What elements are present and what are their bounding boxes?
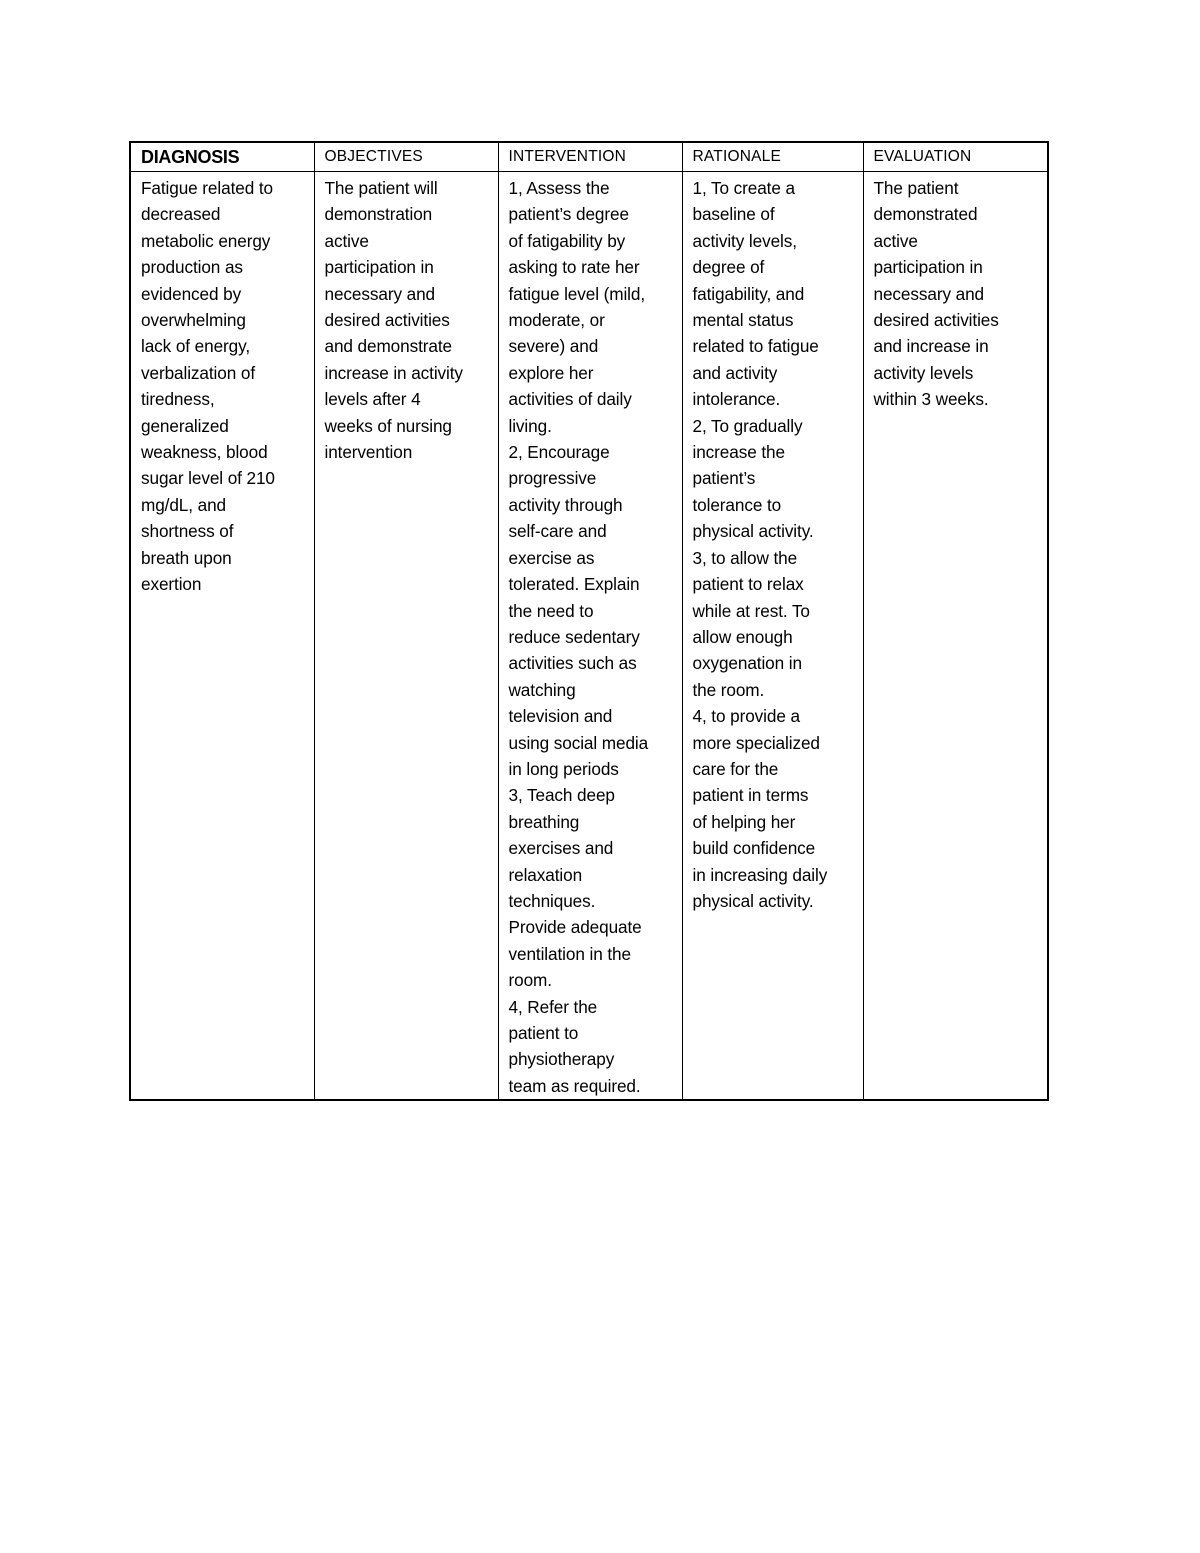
intervention-line: relaxation xyxy=(508,864,583,885)
intervention-line: 3, Teach deep xyxy=(508,785,615,806)
objectives-line: and demonstrate xyxy=(324,336,452,357)
intervention-line: explore her xyxy=(508,362,594,383)
evaluation-line: within 3 weeks. xyxy=(873,389,989,410)
rationale-line: degree of xyxy=(692,257,765,278)
intervention-line: exercises and xyxy=(508,838,614,859)
intervention-line: tolerated. Explain xyxy=(508,574,640,595)
objectives-line: demonstration xyxy=(324,204,433,225)
rationale-line: care for the xyxy=(692,758,779,779)
intervention-line: breathing xyxy=(508,811,580,832)
header-diagnosis: DIAGNOSIS xyxy=(130,142,314,172)
intervention-line: 1, Assess the xyxy=(508,178,610,198)
diagnosis-line: tiredness, xyxy=(141,389,215,410)
objectives-line: desired activities xyxy=(324,310,450,331)
rationale-line: patient’s xyxy=(692,468,756,489)
intervention-line: 2, Encourage xyxy=(508,442,610,463)
rationale-line: baseline of xyxy=(692,204,775,225)
rationale-line: patient to relax xyxy=(692,574,804,595)
intervention-line: patient’s degree xyxy=(508,204,629,225)
diagnosis-line: exertion xyxy=(141,574,202,595)
rationale-line: the room. xyxy=(692,679,765,700)
rationale-line: patient in terms xyxy=(692,785,809,806)
rationale-line: increase the xyxy=(692,442,785,463)
evaluation-line: participation in xyxy=(873,257,983,278)
intervention-line: reduce sedentary xyxy=(508,626,640,647)
intervention-line: Provide adequate xyxy=(508,917,642,938)
objectives-line: levels after 4 xyxy=(324,389,421,410)
rationale-line: 1, To create a xyxy=(692,178,795,198)
objectives-line: necessary and xyxy=(324,283,435,304)
diagnosis-line: lack of energy, xyxy=(141,336,251,357)
evaluation-line: demonstrated xyxy=(873,204,978,225)
intervention-line: activities of daily xyxy=(508,389,632,410)
objectives-line: weeks of nursing xyxy=(324,415,452,436)
diagnosis-line: verbalization of xyxy=(141,362,256,383)
header-intervention: INTERVENTION xyxy=(498,142,682,172)
intervention-line: living. xyxy=(508,415,552,436)
diagnosis-line: decreased xyxy=(141,204,221,225)
diagnosis-line: mg/dL, and xyxy=(141,494,226,515)
objectives-line: active xyxy=(324,230,369,251)
intervention-line: of fatigability by xyxy=(508,230,626,251)
header-row xyxy=(130,142,1048,172)
header-evaluation: EVALUATION xyxy=(863,142,1048,172)
diagnosis-line: evidenced by xyxy=(141,283,242,304)
intervention-cell xyxy=(498,172,682,1101)
rationale-line: physical activity. xyxy=(692,521,814,542)
intervention-line: self-care and xyxy=(508,521,607,542)
intervention-line: asking to rate her xyxy=(508,257,640,278)
intervention-line: moderate, or xyxy=(508,310,605,331)
rationale-line: activity levels, xyxy=(692,230,797,251)
rationale-line: fatigability, and xyxy=(692,283,805,304)
intervention-line: ventilation in the xyxy=(508,943,631,964)
rationale-line: 4, to provide a xyxy=(692,706,800,727)
rationale-line: mental status xyxy=(692,310,794,331)
evaluation-line: active xyxy=(873,230,918,251)
rationale-line: in increasing daily xyxy=(692,864,828,885)
objectives-line: intervention xyxy=(324,442,413,463)
intervention-line: activity through xyxy=(508,494,623,515)
rationale-line: 2, To gradually xyxy=(692,415,803,436)
rationale-line: 3, to allow the xyxy=(692,547,798,568)
intervention-line: severe) and xyxy=(508,336,599,357)
rationale-line: allow enough xyxy=(692,626,793,647)
diagnosis-line: breath upon xyxy=(141,547,232,568)
rationale-line: build confidence xyxy=(692,838,816,859)
intervention-line: the need to xyxy=(508,600,594,621)
rationale-cell xyxy=(682,172,863,1101)
objectives-line: participation in xyxy=(324,257,434,278)
intervention-line: progressive xyxy=(508,468,597,489)
intervention-line: physiotherapy xyxy=(508,1049,615,1070)
rationale-line: while at rest. To xyxy=(692,600,810,621)
rationale-line: intolerance. xyxy=(692,389,781,410)
evaluation-line: activity levels xyxy=(873,362,974,383)
diagnosis-line: weakness, blood xyxy=(141,442,268,463)
intervention-line: 4, Refer the xyxy=(508,996,598,1017)
intervention-line: fatigue level (mild, xyxy=(508,283,646,304)
diagnosis-line: metabolic energy xyxy=(141,230,271,251)
rationale-line: oxygenation in xyxy=(692,653,802,674)
evaluation-line: and increase in xyxy=(873,336,989,357)
evaluation-line: desired activities xyxy=(873,310,999,331)
diagnosis-line: sugar level of 210 xyxy=(141,468,275,489)
rationale-line: related to fatigue xyxy=(692,336,819,357)
rationale-line: and activity xyxy=(692,362,778,383)
table-row xyxy=(130,172,1048,1101)
rationale-line: more specialized xyxy=(692,732,820,753)
evaluation-cell xyxy=(863,172,1048,1101)
diagnosis-cell xyxy=(130,172,314,1101)
header-rationale: RATIONALE xyxy=(682,142,863,172)
evaluation-line: The patient xyxy=(873,178,959,198)
intervention-line: television and xyxy=(508,706,613,727)
intervention-line: exercise as xyxy=(508,547,595,568)
intervention-line: patient to xyxy=(508,1023,579,1043)
objectives-cell xyxy=(314,172,498,1101)
nursing-care-plan-table xyxy=(129,141,1049,1101)
intervention-line: in long periods xyxy=(508,758,619,779)
diagnosis-line: generalized xyxy=(141,415,229,436)
diagnosis-line: Fatigue related to xyxy=(141,178,273,198)
objectives-line: increase in activity xyxy=(324,362,463,383)
header-objectives: OBJECTIVES xyxy=(314,142,498,172)
rationale-line: of helping her xyxy=(692,811,796,832)
diagnosis-line: production as xyxy=(141,257,243,278)
evaluation-line: necessary and xyxy=(873,283,984,304)
diagnosis-line: overwhelming xyxy=(141,310,246,331)
intervention-line: team as required. xyxy=(508,1075,641,1096)
intervention-line: techniques. xyxy=(508,890,596,911)
intervention-line: using social media xyxy=(508,732,649,753)
intervention-line: activities such as xyxy=(508,653,637,674)
intervention-line: room. xyxy=(508,970,552,991)
intervention-line: watching xyxy=(508,679,576,700)
rationale-line: tolerance to xyxy=(692,494,782,515)
rationale-line: physical activity. xyxy=(692,890,814,911)
objectives-line: The patient will xyxy=(324,178,438,198)
diagnosis-line: shortness of xyxy=(141,521,234,542)
